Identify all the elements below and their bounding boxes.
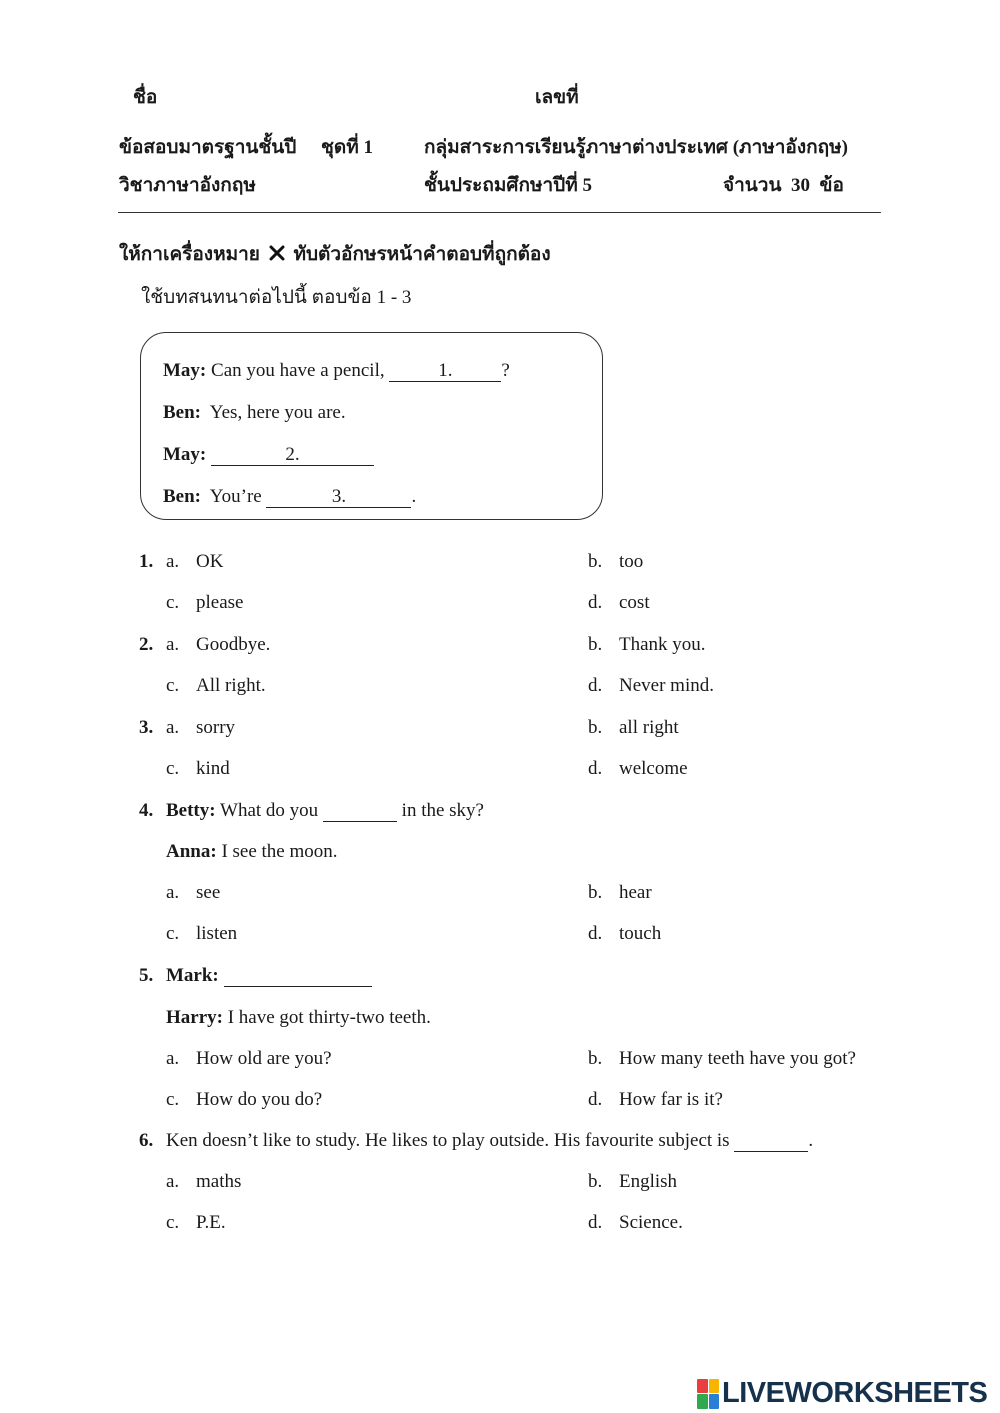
cross-mark-icon: [269, 245, 285, 261]
question-text: I see the moon.: [221, 841, 338, 862]
option-letter: a.: [166, 634, 180, 655]
logo-text: LIVEWORKSHEETS: [722, 1377, 988, 1409]
question-end: .: [808, 1130, 814, 1151]
dialogue-end: ?: [501, 360, 510, 381]
dialogue-end: .: [411, 486, 417, 507]
liveworksheets-logo[interactable]: [697, 1377, 987, 1410]
speaker: Mark:: [166, 965, 219, 986]
option-letter: c.: [166, 1212, 180, 1233]
option-5c-text[interactable]: How do you do?: [196, 1089, 323, 1110]
option-6c-text[interactable]: P.E.: [196, 1212, 226, 1233]
question-number-5: 5.: [139, 965, 154, 986]
question-4-blank: [323, 801, 397, 822]
option-letter: a.: [166, 1048, 180, 1069]
option-letter: c.: [166, 1089, 180, 1110]
instruction-before: ให้กาเครื่องหมาย: [119, 244, 260, 265]
dialogue-line-2: [163, 402, 346, 424]
option-letter: b.: [588, 1048, 603, 1069]
option-2a-text[interactable]: Goodbye.: [196, 634, 271, 655]
option-2c[interactable]: [166, 675, 179, 697]
set-label: ชุดที่ 1: [321, 137, 374, 158]
answer-blank-3: 3.: [266, 487, 411, 508]
option-3a[interactable]: [166, 717, 179, 739]
option-6d-text[interactable]: Science.: [619, 1212, 683, 1233]
speaker: Ben:: [163, 402, 201, 423]
option-letter: b.: [588, 1171, 603, 1192]
option-letter: d.: [588, 1089, 603, 1110]
question-text: Ken doesn’t like to study. He likes to play outside. His favourite subject is: [166, 1130, 730, 1151]
question-text: in the sky?: [401, 800, 484, 821]
option-2d-text[interactable]: Never mind.: [619, 675, 714, 696]
option-letter: b.: [588, 882, 603, 903]
option-2d[interactable]: [588, 675, 602, 697]
speaker: May:: [163, 444, 207, 465]
option-1b-text[interactable]: too: [619, 551, 644, 572]
option-6b[interactable]: [588, 1171, 602, 1193]
number-label: เลขที่: [535, 87, 579, 108]
option-3b[interactable]: [588, 717, 602, 739]
logo-square: [709, 1379, 720, 1394]
option-4a-text[interactable]: see: [196, 882, 221, 903]
option-1c-text[interactable]: please: [196, 592, 244, 613]
option-5b-text[interactable]: How many teeth have you got?: [619, 1048, 856, 1069]
option-4a[interactable]: [166, 882, 179, 904]
speaker: Betty:: [166, 800, 216, 821]
option-4d-text[interactable]: touch: [619, 923, 662, 944]
question-number-3: 3.: [139, 717, 154, 738]
option-2c-text[interactable]: All right.: [196, 675, 266, 696]
speaker: May:: [163, 360, 207, 381]
question-4-line-2: [166, 841, 338, 863]
option-3d[interactable]: [588, 758, 602, 780]
dialogue-line-1: [163, 360, 510, 382]
option-2b-text[interactable]: Thank you.: [619, 634, 706, 655]
speaker: Harry:: [166, 1007, 223, 1028]
header-divider: [118, 212, 881, 213]
option-3c[interactable]: [166, 758, 179, 780]
option-1d[interactable]: [588, 592, 602, 614]
dialogue-text: Can you have a pencil,: [211, 360, 385, 381]
question-count: [723, 170, 844, 200]
question-number-4: 4.: [139, 800, 154, 821]
count-label: จำนวน: [723, 175, 782, 196]
option-5d[interactable]: [588, 1089, 602, 1111]
option-letter: a.: [166, 717, 180, 738]
speaker: Ben:: [163, 486, 201, 507]
question-number-1: 1.: [139, 551, 154, 572]
option-5b[interactable]: [588, 1048, 602, 1070]
dialogue-text: Yes, here you are.: [209, 402, 346, 423]
question-5-blank: [224, 966, 372, 987]
option-3c-text[interactable]: kind: [196, 758, 230, 779]
option-4d[interactable]: [588, 923, 602, 945]
option-4b-text[interactable]: hear: [619, 882, 652, 903]
option-letter: c.: [166, 592, 180, 613]
count-value: 30: [790, 175, 810, 196]
option-letter: a.: [166, 1171, 180, 1192]
sub-instruction: ใช้บทสนทนาต่อไปนี้ ตอบข้อ 1 - 3: [141, 287, 412, 308]
logo-grid-icon: [697, 1379, 719, 1409]
name-label: ชื่อ: [133, 87, 158, 108]
question-text: What do you: [220, 800, 319, 821]
dialogue-line-3: [163, 444, 374, 466]
option-6d[interactable]: [588, 1212, 602, 1234]
option-letter: a.: [166, 551, 180, 572]
option-letter: d.: [588, 592, 603, 613]
logo-square: [697, 1394, 708, 1409]
option-letter: b.: [588, 551, 603, 572]
exam-title: ข้อสอบมาตรฐานชั้นปี: [119, 137, 297, 158]
option-letter: a.: [166, 882, 180, 903]
option-letter: d.: [588, 1212, 603, 1233]
option-5d-text[interactable]: How far is it?: [619, 1089, 723, 1110]
answer-blank-2: 2.: [211, 445, 374, 466]
instruction-after: ทับตัวอักษรหน้าคำตอบที่ถูกต้อง: [293, 244, 551, 265]
dialogue-line-4: [163, 486, 416, 508]
question-number-2: 2.: [139, 634, 154, 655]
option-5a[interactable]: [166, 1048, 179, 1070]
option-1d-text[interactable]: cost: [619, 592, 650, 613]
grade-label: ชั้นประถมศึกษาปีที่ 5: [424, 175, 592, 196]
option-3b-text[interactable]: all right: [619, 717, 679, 738]
question-5-line-1: [166, 965, 372, 987]
option-3a-text[interactable]: sorry: [196, 717, 236, 738]
option-1b[interactable]: [588, 551, 602, 573]
option-5a-text[interactable]: How old are you?: [196, 1048, 332, 1069]
option-6a[interactable]: [166, 1171, 179, 1193]
option-6c[interactable]: [166, 1212, 179, 1234]
option-1c[interactable]: [166, 592, 179, 614]
subject-label: วิชาภาษาอังกฤษ: [119, 175, 256, 196]
option-4b[interactable]: [588, 882, 602, 904]
option-letter: c.: [166, 758, 180, 779]
logo-square: [709, 1394, 720, 1409]
main-instruction: [119, 239, 551, 269]
option-letter: c.: [166, 923, 180, 944]
count-unit: ข้อ: [819, 175, 844, 196]
answer-blank-1: 1.: [389, 361, 501, 382]
option-1a-text[interactable]: OK: [196, 551, 224, 572]
question-5-line-2: [166, 1007, 431, 1029]
option-5c[interactable]: [166, 1089, 179, 1111]
question-6-stem: [166, 1130, 813, 1152]
option-4c[interactable]: [166, 923, 179, 945]
logo-square: [697, 1379, 708, 1394]
option-letter: d.: [588, 675, 603, 696]
question-text: I have got thirty-two teeth.: [227, 1007, 431, 1028]
option-4c-text[interactable]: listen: [196, 923, 238, 944]
option-1a[interactable]: [166, 551, 179, 573]
option-2a[interactable]: [166, 634, 179, 656]
question-number-6: 6.: [139, 1130, 154, 1151]
option-letter: d.: [588, 758, 603, 779]
option-6b-text[interactable]: English: [619, 1171, 678, 1192]
option-letter: d.: [588, 923, 603, 944]
question-4-line-1: [166, 800, 484, 822]
option-2b[interactable]: [588, 634, 602, 656]
speaker: Anna:: [166, 841, 217, 862]
option-letter: b.: [588, 634, 603, 655]
option-3d-text[interactable]: welcome: [619, 758, 688, 779]
learning-area: กลุ่มสาระการเรียนรู้ภาษาต่างประเทศ (ภาษาอังกฤษ): [424, 137, 848, 158]
dialogue-text: You’re: [209, 486, 262, 507]
option-letter: c.: [166, 675, 180, 696]
option-6a-text[interactable]: maths: [196, 1171, 242, 1192]
option-letter: b.: [588, 717, 603, 738]
question-6-blank: [734, 1131, 808, 1152]
